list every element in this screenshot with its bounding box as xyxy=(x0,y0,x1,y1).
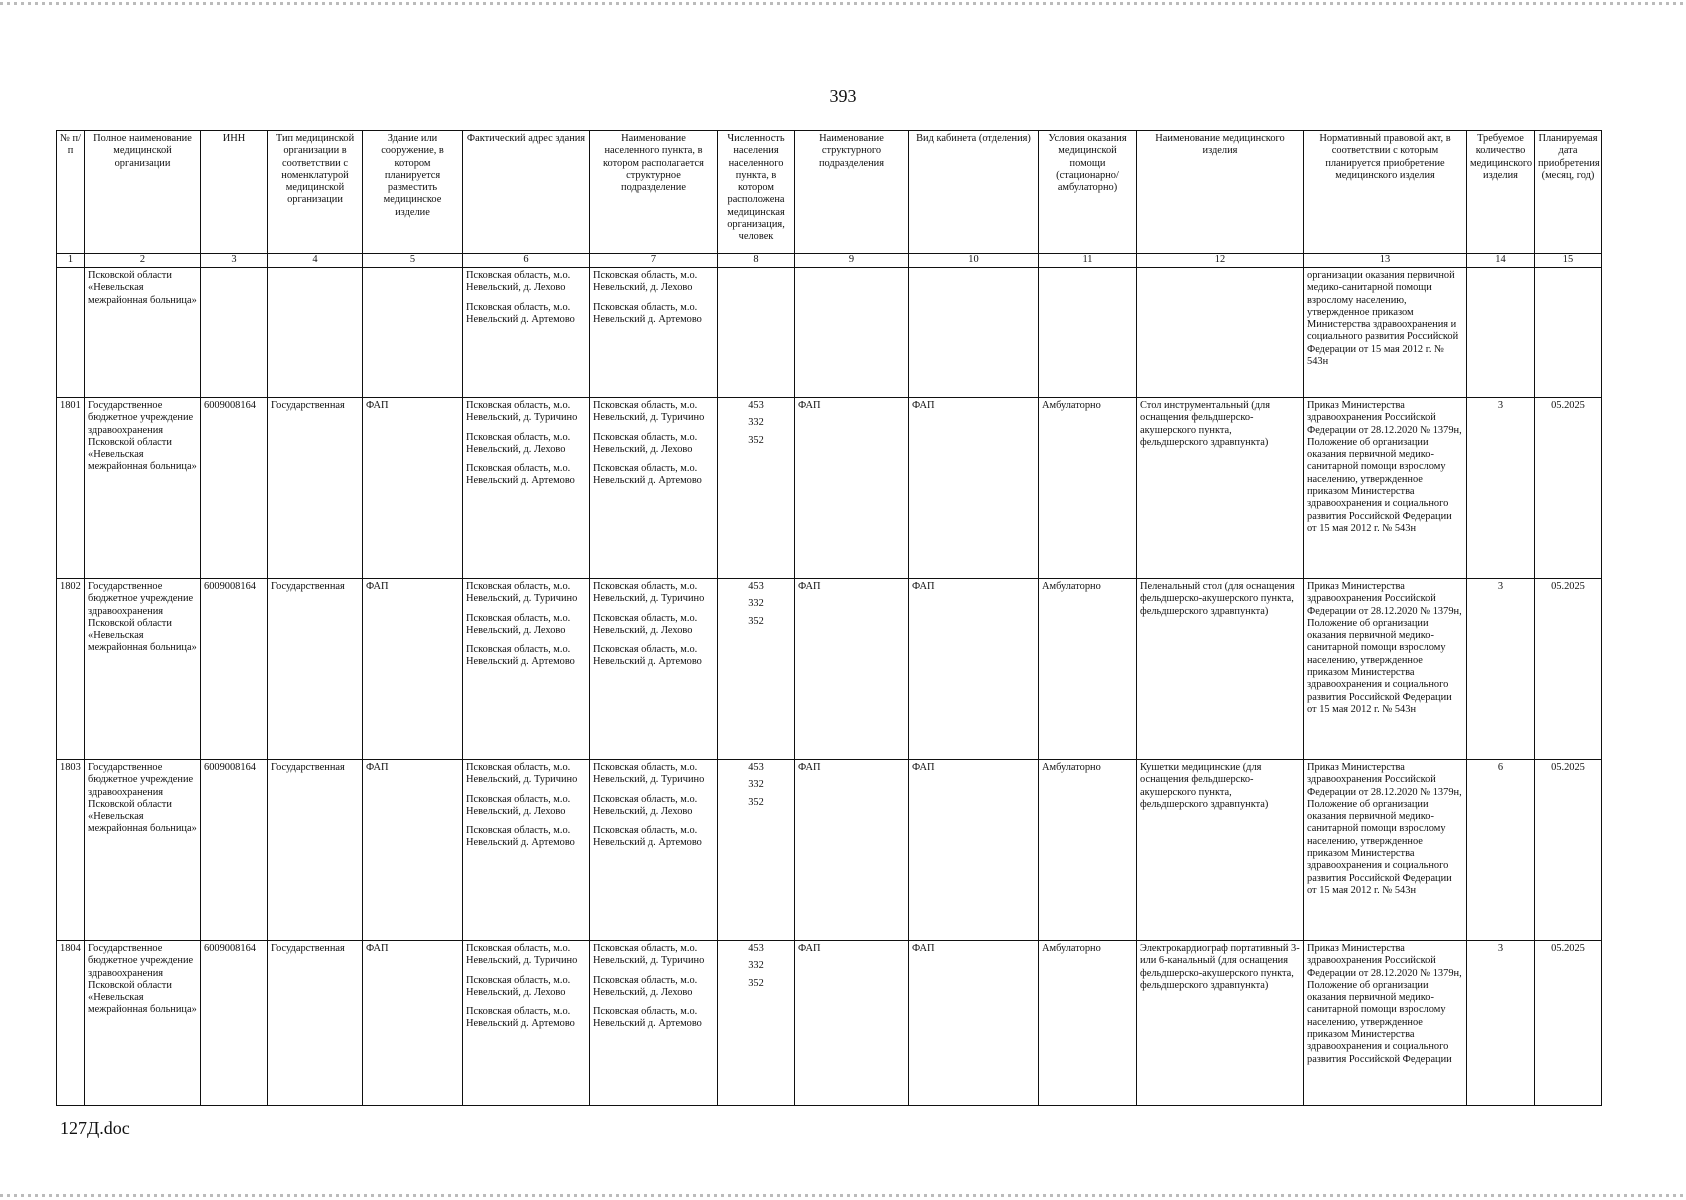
cabinet: ФАП xyxy=(909,398,1039,579)
org-type: Государственная xyxy=(268,398,363,579)
population-value: 453 xyxy=(748,943,764,954)
population xyxy=(718,579,795,760)
population xyxy=(718,941,795,1106)
org-name: Государственное бюджетное учреждение здравоохранения Псковской области «Невельская межрайонная больница» xyxy=(85,941,201,1106)
header-cell: Наименование населенного пункта, в котором располагается структурное подразделение xyxy=(590,131,718,254)
page-number: 393 xyxy=(829,86,857,106)
unit: ФАП xyxy=(795,760,909,941)
header-cell: Требуемое количество медицинского изделия xyxy=(1467,131,1535,254)
conditions: Амбулаторно xyxy=(1039,579,1137,760)
column-number: 11 xyxy=(1039,254,1137,268)
settlement-item: Псковская область, м.о. Невельский, д. Туричино xyxy=(593,400,705,424)
equipment-table xyxy=(56,130,1602,1106)
conditions xyxy=(1039,268,1137,398)
column-number: 3 xyxy=(201,254,268,268)
header-cell: Нормативный правовой акт, в соответствии с которым планируется приобретение медицинского изделия xyxy=(1304,131,1467,254)
building: ФАП xyxy=(363,398,463,579)
population-value: 332 xyxy=(748,960,764,972)
conditions: Амбулаторно xyxy=(1039,398,1137,579)
column-number: 2 xyxy=(85,254,201,268)
population-value: 332 xyxy=(748,779,764,791)
header-cell: Наименование структурного подразделения xyxy=(795,131,909,254)
address-item: Псковская область, м.о. Невельский д. Артемово xyxy=(466,1006,575,1030)
scan-edge-top xyxy=(0,2,1686,5)
row-number: 1804 xyxy=(57,941,85,1106)
address-item: Псковская область, м.о. Невельский д. Артемово xyxy=(466,644,575,668)
column-number: 14 xyxy=(1467,254,1535,268)
header-cell: Здание или сооружение, в котором планируется разместить медицинское изделие xyxy=(363,131,463,254)
settlement-cell xyxy=(590,760,718,941)
address-item: Псковская область, м.о. Невельский, д. Лехово xyxy=(466,612,571,636)
settlement-item: Псковская область, м.о. Невельский д. Артемово xyxy=(593,301,702,325)
population-value: 352 xyxy=(748,977,764,989)
cabinet: ФАП xyxy=(909,941,1039,1106)
population-value: 453 xyxy=(748,581,764,592)
org-name: Государственное бюджетное учреждение здравоохранения Псковской области «Невельская межрайонная больница» xyxy=(85,398,201,579)
settlement-item: Псковская область, м.о. Невельский, д. Туричино xyxy=(593,943,705,967)
settlement-cell xyxy=(590,398,718,579)
settlement-item: Псковская область, м.о. Невельский, д. Туричино xyxy=(593,762,705,786)
settlement-item: Псковская область, м.о. Невельский, д. Туричино xyxy=(593,581,705,605)
cabinet: ФАП xyxy=(909,579,1039,760)
date xyxy=(1535,268,1602,398)
column-number: 12 xyxy=(1137,254,1304,268)
date: 05.2025 xyxy=(1535,398,1602,579)
inn xyxy=(201,268,268,398)
conditions: Амбулаторно xyxy=(1039,941,1137,1106)
header-cell: Численность населения населенного пункта, в котором расположена медицинская организация, человек xyxy=(718,131,795,254)
column-number: 5 xyxy=(363,254,463,268)
unit: ФАП xyxy=(795,579,909,760)
header-cell: Планируемая дата приобретения (месяц, год) xyxy=(1535,131,1602,254)
header-cell: № п/п xyxy=(57,131,85,254)
settlement-item: Псковская область, м.о. Невельский д. Артемово xyxy=(593,1006,702,1030)
settlement-cell xyxy=(590,941,718,1106)
row-number xyxy=(57,268,85,398)
quantity: 3 xyxy=(1467,941,1535,1106)
device: Стол инструментальный (для оснащения фельдшерско-акушерского пункта, фельдшерского здравпункта) xyxy=(1137,398,1304,579)
header-cell: Вид кабинета (отделения) xyxy=(909,131,1039,254)
population-value: 332 xyxy=(748,598,764,610)
address-item: Псковская область, м.о. Невельский, д. Туричино xyxy=(466,581,578,605)
org-type: Государственная xyxy=(268,760,363,941)
row-number: 1801 xyxy=(57,398,85,579)
population xyxy=(718,398,795,579)
org-type: Государственная xyxy=(268,579,363,760)
address-cell xyxy=(463,398,590,579)
date: 05.2025 xyxy=(1535,579,1602,760)
org-name: Государственное бюджетное учреждение здравоохранения Псковской области «Невельская межрайонная больница» xyxy=(85,760,201,941)
table-row xyxy=(57,398,1602,579)
building: ФАП xyxy=(363,760,463,941)
row-number: 1802 xyxy=(57,579,85,760)
address-item: Псковская область, м.о. Невельский д. Артемово xyxy=(466,301,575,325)
date: 05.2025 xyxy=(1535,760,1602,941)
address-cell xyxy=(463,760,590,941)
date: 05.2025 xyxy=(1535,941,1602,1106)
population xyxy=(718,760,795,941)
table-row xyxy=(57,760,1602,941)
continuation-row xyxy=(57,268,1602,398)
address-item: Псковская область, м.о. Невельский д. Артемово xyxy=(466,463,575,487)
quantity: 3 xyxy=(1467,398,1535,579)
settlement-item: Псковская область, м.о. Невельский, д. Лехово xyxy=(593,270,698,294)
address-item: Псковская область, м.о. Невельский, д. Лехово xyxy=(466,793,571,817)
settlement-item: Псковская область, м.о. Невельский д. Артемово xyxy=(593,463,702,487)
org-name: Государственное бюджетное учреждение здравоохранения Псковской области «Невельская межрайонная больница» xyxy=(85,579,201,760)
legal-act: Приказ Министерства здравоохранения Российской Федерации от 28.12.2020 № 1379н, Положение об организации оказания первичной медико-санитарной помощи взрослому населению, утвержденное приказом Министерства здравоохранения и социального развития Российской Федерации от 15 мая 2012 г. № 543н xyxy=(1304,760,1467,941)
address-cell xyxy=(463,579,590,760)
address-item: Псковская область, м.о. Невельский, д. Лехово xyxy=(466,431,571,455)
quantity: 6 xyxy=(1467,760,1535,941)
scan-edge-bottom xyxy=(0,1194,1686,1197)
building: ФАП xyxy=(363,941,463,1106)
address-item: Псковская область, м.о. Невельский, д. Лехово xyxy=(466,270,571,294)
legal-act: Приказ Министерства здравоохранения Российской Федерации от 28.12.2020 № 1379н, Положение об организации оказания первичной медико-санитарной помощи взрослому населению, утвержденное приказом Министерства здравоохранения и социального развития Российской Федерации от 15 мая 2012 г. № 543н xyxy=(1304,579,1467,760)
device: Пеленальный стол (для оснащения фельдшерско-акушерского пункта, фельдшерского здравпункта) xyxy=(1137,579,1304,760)
address-item: Псковская область, м.о. Невельский, д. Туричино xyxy=(466,943,578,967)
device xyxy=(1137,268,1304,398)
column-number: 7 xyxy=(590,254,718,268)
settlement-item: Псковская область, м.о. Невельский д. Артемово xyxy=(593,825,702,849)
cabinet xyxy=(909,268,1039,398)
settlement-item: Псковская область, м.о. Невельский, д. Лехово xyxy=(593,974,698,998)
address-item: Псковская область, м.о. Невельский, д. Туричино xyxy=(466,762,578,786)
settlement-cell xyxy=(590,579,718,760)
address-cell xyxy=(463,941,590,1106)
quantity: 3 xyxy=(1467,579,1535,760)
address-cell xyxy=(463,268,590,398)
population-value: 453 xyxy=(748,762,764,773)
column-number: 1 xyxy=(57,254,85,268)
legal-act: организации оказания первичной медико-санитарной помощи взрослому населению, утвержденное приказом Министерства здравоохранения и социального развития Российской Федерации от 15 мая 2012 г. № 543н xyxy=(1304,268,1467,398)
header-cell: Тип медицинской организации в соответствии с номенклатурой медицинской организации xyxy=(268,131,363,254)
population-value: 352 xyxy=(748,434,764,446)
header-cell: Фактический адрес здания xyxy=(463,131,590,254)
address-item: Псковская область, м.о. Невельский д. Артемово xyxy=(466,825,575,849)
column-number: 4 xyxy=(268,254,363,268)
address-item: Псковская область, м.о. Невельский, д. Туричино xyxy=(466,400,578,424)
population-value: 352 xyxy=(748,615,764,627)
header-cell: Наименование медицинского изделия xyxy=(1137,131,1304,254)
building: ФАП xyxy=(363,579,463,760)
legal-act: Приказ Министерства здравоохранения Российской Федерации от 28.12.2020 № 1379н, Положение об организации оказания первичной медико-санитарной помощи взрослому населению, утвержденное приказом Министерства здравоохранения и социального развития Российской Федерации xyxy=(1304,941,1467,1106)
conditions: Амбулаторно xyxy=(1039,760,1137,941)
header-row xyxy=(57,131,1602,254)
unit: ФАП xyxy=(795,398,909,579)
population xyxy=(718,268,795,398)
org-name: Псковской области «Невельская межрайонная больница» xyxy=(85,268,201,398)
inn: 6009008164 xyxy=(201,941,268,1106)
header-cell: Полное наименование медицинской организации xyxy=(85,131,201,254)
org-type: Государственная xyxy=(268,941,363,1106)
column-number: 15 xyxy=(1535,254,1602,268)
building xyxy=(363,268,463,398)
inn: 6009008164 xyxy=(201,760,268,941)
inn: 6009008164 xyxy=(201,398,268,579)
device: Кушетки медицинские (для оснащения фельдшерско-акушерского пункта, фельдшерского здравпункта) xyxy=(1137,760,1304,941)
settlement-item: Псковская область, м.о. Невельский, д. Лехово xyxy=(593,793,698,817)
column-number: 9 xyxy=(795,254,909,268)
column-number: 10 xyxy=(909,254,1039,268)
legal-act: Приказ Министерства здравоохранения Российской Федерации от 28.12.2020 № 1379н, Положение об организации оказания первичной медико-санитарной помощи взрослому населению, утвержденное приказом Министерства здравоохранения и социального развития Российской Федерации от 15 мая 2012 г. № 543н xyxy=(1304,398,1467,579)
org-type xyxy=(268,268,363,398)
settlement-item: Псковская область, м.о. Невельский, д. Лехово xyxy=(593,612,698,636)
inn: 6009008164 xyxy=(201,579,268,760)
population-value: 453 xyxy=(748,400,764,411)
column-number: 13 xyxy=(1304,254,1467,268)
column-number: 8 xyxy=(718,254,795,268)
table-row xyxy=(57,941,1602,1106)
settlement-item: Псковская область, м.о. Невельский д. Артемово xyxy=(593,644,702,668)
table-row xyxy=(57,579,1602,760)
quantity xyxy=(1467,268,1535,398)
row-number: 1803 xyxy=(57,760,85,941)
settlement-cell xyxy=(590,268,718,398)
header-cell: Условия оказания медицинской помощи (стационарно/ амбулаторно) xyxy=(1039,131,1137,254)
unit: ФАП xyxy=(795,941,909,1106)
unit xyxy=(795,268,909,398)
population-value: 352 xyxy=(748,796,764,808)
header-cell: ИНН xyxy=(201,131,268,254)
column-number-row xyxy=(57,254,1602,268)
cabinet: ФАП xyxy=(909,760,1039,941)
population-value: 332 xyxy=(748,417,764,429)
settlement-item: Псковская область, м.о. Невельский, д. Лехово xyxy=(593,431,698,455)
document-filename: 127Д.doc xyxy=(60,1118,130,1138)
device: Электрокардиограф портативный 3- или 6-канальный (для оснащения фельдшерско-акушерского пункта, фельдшерского здравпункта) xyxy=(1137,941,1304,1106)
address-item: Псковская область, м.о. Невельский, д. Лехово xyxy=(466,974,571,998)
column-number: 6 xyxy=(463,254,590,268)
